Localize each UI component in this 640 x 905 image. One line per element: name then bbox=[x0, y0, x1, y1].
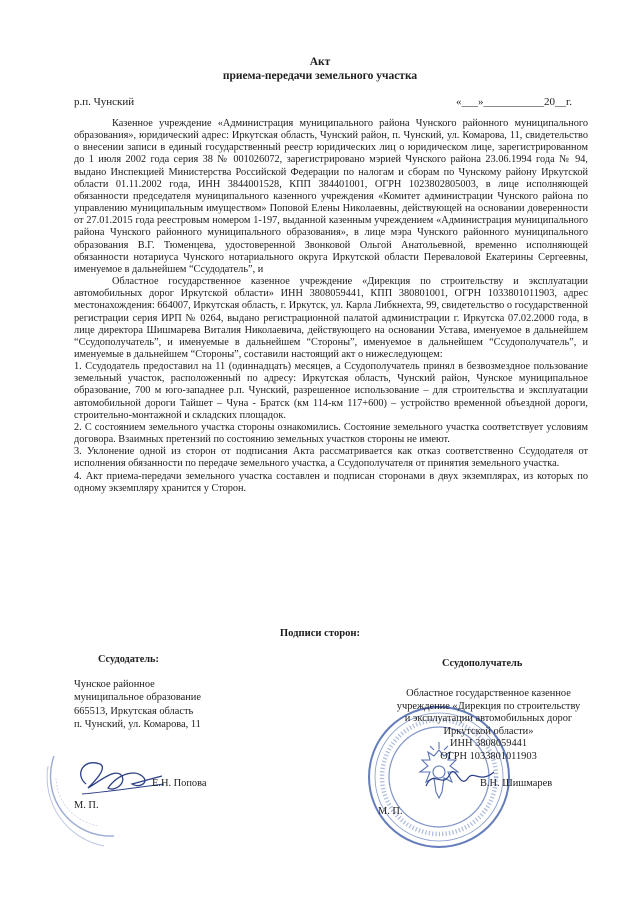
lender-label: Ссудодатель: bbox=[98, 654, 159, 665]
borrower-line: Иркутской области» bbox=[443, 725, 534, 737]
borrower-mp: М. П. bbox=[378, 806, 403, 817]
borrower-details bbox=[376, 688, 601, 764]
borrower-line: ИНН 3808059441 bbox=[449, 738, 528, 750]
borrower-line: ОГРН 1033801011903 bbox=[440, 750, 537, 762]
document-title: Акт bbox=[309, 56, 331, 68]
lender-line: 665513, Иркутская область bbox=[74, 705, 194, 717]
lender-line: Чунское районное bbox=[74, 679, 155, 690]
clause-4: 4. Акт приема-передачи земельного участка составлен и подписан сторонами в двух экземплярах, из которых по одному экземпляру хранится у Сторон. bbox=[74, 470, 588, 494]
place-of-signing: р.п. Чунский bbox=[74, 96, 135, 108]
lender-details bbox=[74, 678, 201, 731]
borrower-line: Областное государственное казенное bbox=[406, 688, 571, 699]
lender-line: муниципальное образование bbox=[74, 692, 201, 704]
lender-stamp-signature bbox=[44, 738, 194, 848]
clause-2: 2. С состоянием земельного участка стороны ознакомились. Состояние земельного участка соответствует условиям договора. Взаимных претензий по состоянию земельных участков стороны не имеют. bbox=[74, 421, 588, 446]
borrower-line: учреждение «Дирекция по строительству bbox=[396, 700, 581, 712]
lender-line: п. Чунский, ул. Комарова, 11 bbox=[74, 718, 201, 730]
borrower-signer: В.Н. Шишмарев bbox=[480, 778, 553, 789]
clause-3: 3. Уклонение одной из сторон от подписания Акта рассматривается как отказ соответственно Ссудодателя от исполнения обязанности по передаче земельного участка, а Ссудополучателя от принятия земельного участка. bbox=[74, 446, 588, 470]
clause-1: 1. Ссудодатель предоставил на 11 (одиннадцать) месяцев, а Ссудополучатель принял в безвозмездное пользование земельный участок, расположенный по адресу: Иркутская область, Чунский район, Чунское муниципальное образование, 700 м юго-западнее р.п. Чунский, разрешенное использование – для строительства и эксплуатации автомобильной дороги Тайшет – Чуна - Братск (км 114-км 117+600) – устройство временной объездной дороги, строительно-монтажной и складских площадок. bbox=[74, 361, 588, 421]
paragraph-lender: Казенное учреждение «Администрация муниципального района Чунского районного муниципального образования», юридический адрес: Иркутская область, Чунский район, п. Чунский, ул. Комарова, 11, свидетельство о внесении записи в единый государственный реестр юридических лиц о юридическом лице, зарегистрированном до 1 июля 2002 года серия 38 № 001026072, зарегистрировано мэрией Чунского района 23.06.1994 года № 94, выдано Инспекцией Министерства Российской Федерации по налогам и сборам по Чунскому району Иркутской области 01.11.2002 года, ИНН 3844001528, КПП 384401001, ОГРН 1023802805003, в лице исполняющей обязанности председателя муниципального казенного учреждения «Комитет администрации Чунского района по управлению муниципальным имуществом» Поповой Елены Николаевны, действующей на основании доверенности от 27.01.2015 года реестровым номером 1-197, выданной казенным учреждением «Администрация муниципального района Чунского районного муниципального образования», в лице мэра Чунского районного муниципального образования В.Г. Тюменцева, удостоверенной Звонковой Ольгой Анатольевной, временно исполняющей обязанности нотариуса Чунского нотариального округа Иркутской области Переваловой Екатерины Сергеевны, именуемое в дальнейшем “Ссудодатель”, и bbox=[74, 118, 588, 275]
borrower-line: и эксплуатации автомобильных дорог bbox=[404, 713, 573, 725]
date-line: «___»___________20__г. bbox=[456, 96, 573, 108]
signatures-heading: Подписи сторон: bbox=[279, 628, 361, 639]
lender-signer: Е.Н. Попова bbox=[152, 778, 207, 789]
borrower-label: Ссудополучатель bbox=[442, 658, 523, 669]
document-subtitle: приема-передачи земельного участка bbox=[222, 70, 418, 82]
lender-mp: М. П. bbox=[74, 800, 99, 811]
paragraph-borrower: Областное государственное казенное учреждение «Дирекция по строительству и эксплуатации автомобильных дорог Иркутской области» ИНН 3808059441, КПП 380801001, ОГРН 1033801011903, адрес местонахождения: 664007, Иркутская область, г. Иркутск, ул. Карла Либкнехта, 99, свидетельство о государственной регистрации серия ИРП № 0264, выдано регистрационной палатой администрации г. Иркутска 07.02.2000 года, в лице директора Шишмарева Виталия Николаевича, действующего на основании Устава, именуемое в дальнейшем “Ссудополучатель”, и именуемые в дальнейшем “Стороны”, именуемое в дальнейшем “Ссудополучатель”, и именуемые в дальнейшем “Стороны”, составили настоящий акт о нижеследующем: bbox=[74, 276, 589, 360]
document-body bbox=[74, 118, 588, 495]
